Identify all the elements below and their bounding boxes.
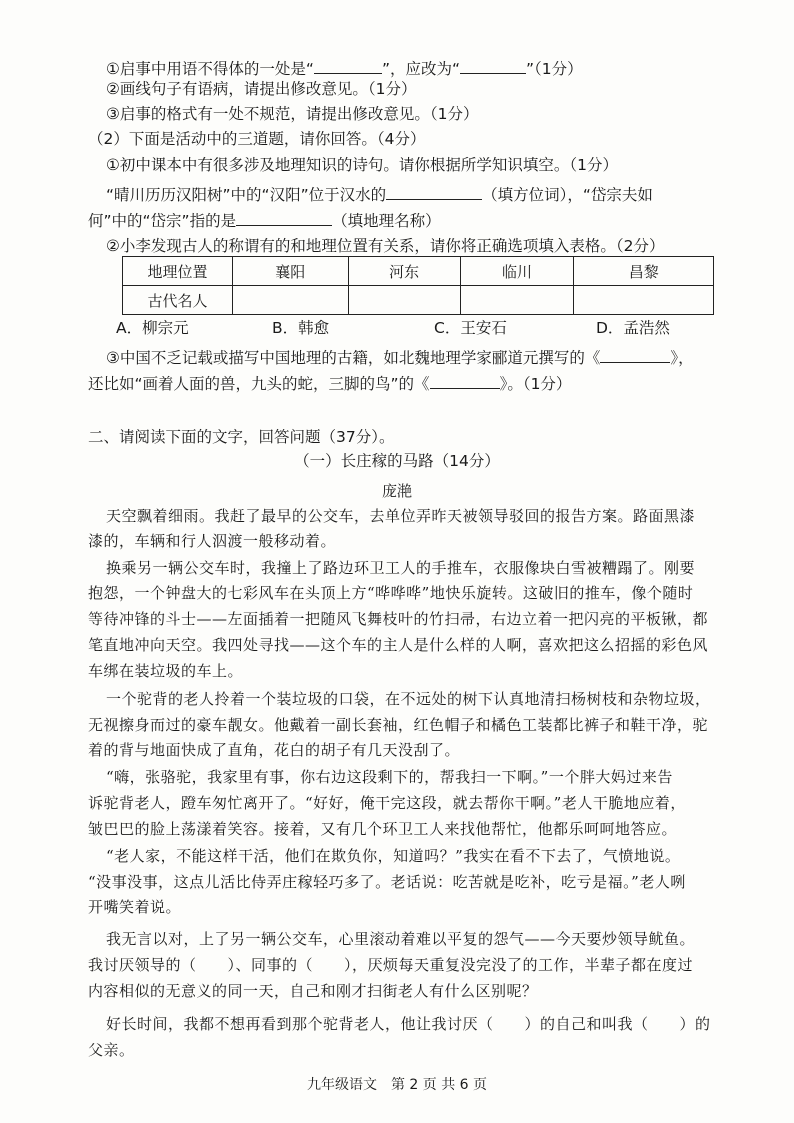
passage-line: 天空飘着细雨。我赶了最早的公交车，去单位弄昨天被领导驳回的报告方案。路面黑漆 [106,507,696,525]
answer-cell[interactable] [574,286,714,315]
question-1-2: ②画线句子有语病，请提出修改意见。（1分） [106,80,417,98]
question-2-2: ②小李发现古人的称谓有的和地理位置有关系，请你将正确选项填入表格。（2分） [106,237,665,255]
passage-line: 笔直地冲向天空。我四处寻找——这个车的主人是什么样的人啊，喜欢把这么招摇的彩色风 [88,636,709,654]
passage-line: 好长时间，我都不想再看到那个驼背老人，他让我讨厌（ ）的自己和叫我（ ）的 [106,1015,711,1033]
passage-line: 着的背与地面快成了直角，花白的胡子有几天没刮了。 [88,741,461,759]
question-2-3: ③中国不乏记载或描写中国地理的古籍，如北魏地理学家郦道元撰写的《 》， [106,349,694,367]
passage-line: 无视擦身而过的豪车靓女。他戴着一副长套袖，红色帽子和橘色工装都比裤子和鞋干净，驼 [88,716,709,734]
answer-cell[interactable] [460,286,574,315]
answer-blank[interactable] [386,184,482,200]
answer-blank[interactable] [460,58,526,74]
table-header-row [123,257,714,286]
table-cell: 古代名人 [123,286,233,315]
passage-line: “嗨，张骆驼，我家里有事，你右边这段剩下的，帮我扫一下啊。”一个胖大妈过来告 [106,768,673,786]
table-cell: 临川 [460,257,574,286]
answer-cell[interactable] [232,286,348,315]
answer-blank[interactable] [314,58,382,74]
passage-title: （一）长庄稼的马路（14分） [294,452,500,470]
passage-line: 抱怨，一个钟盘大的七彩风车在头顶上方“哗哗哗”地快乐旋转。这破旧的推车，像个随时 [88,584,694,602]
passage-line: “老人家，不能这样干活，他们在欺负你，知道吗？”我实在看不下去了，气愤地说。 [106,847,681,865]
option-a: A．柳宗元 [116,319,189,337]
passage-line: “没事没事，这点儿活比侍弄庄稼轻巧多了。老话说：吃苦就是吃补，吃亏是福。”老人咧 [88,873,686,891]
passage-line: 等待冲锋的斗士——左面插着一把随风飞舞枝叶的竹扫帚，右边立着一把闪亮的平板锹，都 [88,610,709,628]
question-2-1-c: 何”中的“岱宗”指的是 （填地理名称） [88,212,441,230]
passage-line: 父亲。 [88,1041,135,1059]
passage-line: 诉驼背老人，蹬车匆忙离开了。“好好，俺干完这段，就去帮你干啊。”老人干脆地应着， [88,794,686,812]
passage-line: 我无言以对，上了另一辆公交车，心里滚动着难以平复的怨气——今天要炒领导鱿鱼。 [106,930,696,948]
question-1-1: ①启事中用语不得体的一处是“ ”，应改为“ ”（1分） [106,60,583,78]
question-2-1: ①初中课本中有很多涉及地理知识的诗句。请你根据所学知识填空。（1分） [106,156,619,174]
passage-line: 内容相似的无意义的同一天，自己和刚才扫街老人有什么区别呢？ [88,982,538,1000]
answer-blank[interactable] [430,373,500,389]
question-2-1-a: “晴川历历汉阳树”中的“汉阳”位于汉水的 （填方位词），“岱宗夫如 [106,186,653,204]
option-d: D．孟浩然 [596,319,670,337]
question-2-3-c: 还比如“画着人面的兽，九头的蛇，三脚的鸟”的《 》。（1分） [88,375,572,393]
page-footer: 九年级语文 第 2 页 共 6 页 [306,1077,488,1093]
table-answer-row [123,286,714,315]
passage-line: 车绑在装垃圾的车上。 [88,662,244,680]
passage-author: 庞滟 [381,482,412,500]
passage-line: 换乘另一辆公交车时，我撞上了路边环卫工人的手推车，衣服像块白雪被糟蹋了。刚要 [106,559,696,577]
table-cell: 河东 [348,257,460,286]
table-cell: 昌黎 [574,257,714,286]
geography-table [122,256,714,315]
passage-line: 开嘴笑着说。 [88,898,182,916]
option-b: B．韩愈 [272,319,330,337]
answer-blank[interactable] [600,347,670,363]
table-cell: 襄阳 [232,257,348,286]
table-cell: 地理位置 [123,257,233,286]
answer-blank[interactable] [236,210,332,226]
passage-line: 我讨厌领导的（ ）、同事的（ ），厌烦每天重复没完没了的工作，半辈子都在度过 [88,956,694,974]
answer-cell[interactable] [348,286,460,315]
passage-line: 漆的，车辆和行人泅渡一般移动着。 [88,532,337,550]
passage-line: 皱巴巴的脸上荡漾着笑容。接着，又有几个环卫工人来找他帮忙，他都乐呵呵地答应。 [88,820,678,838]
question-2: （2）下面是活动中的三道题，请你回答。（4分） [88,130,426,148]
passage-line: 一个驼背的老人拎着一个装垃圾的口袋，在不远处的树下认真地清扫杨树枝和杂物垃圾， [106,690,711,708]
section-heading: 二、请阅读下面的文字，回答问题（37分）。 [88,428,395,446]
question-1-3: ③启事的格式有一处不规范，请提出修改意见。（1分） [106,105,479,123]
option-c: C．王安石 [434,319,507,337]
